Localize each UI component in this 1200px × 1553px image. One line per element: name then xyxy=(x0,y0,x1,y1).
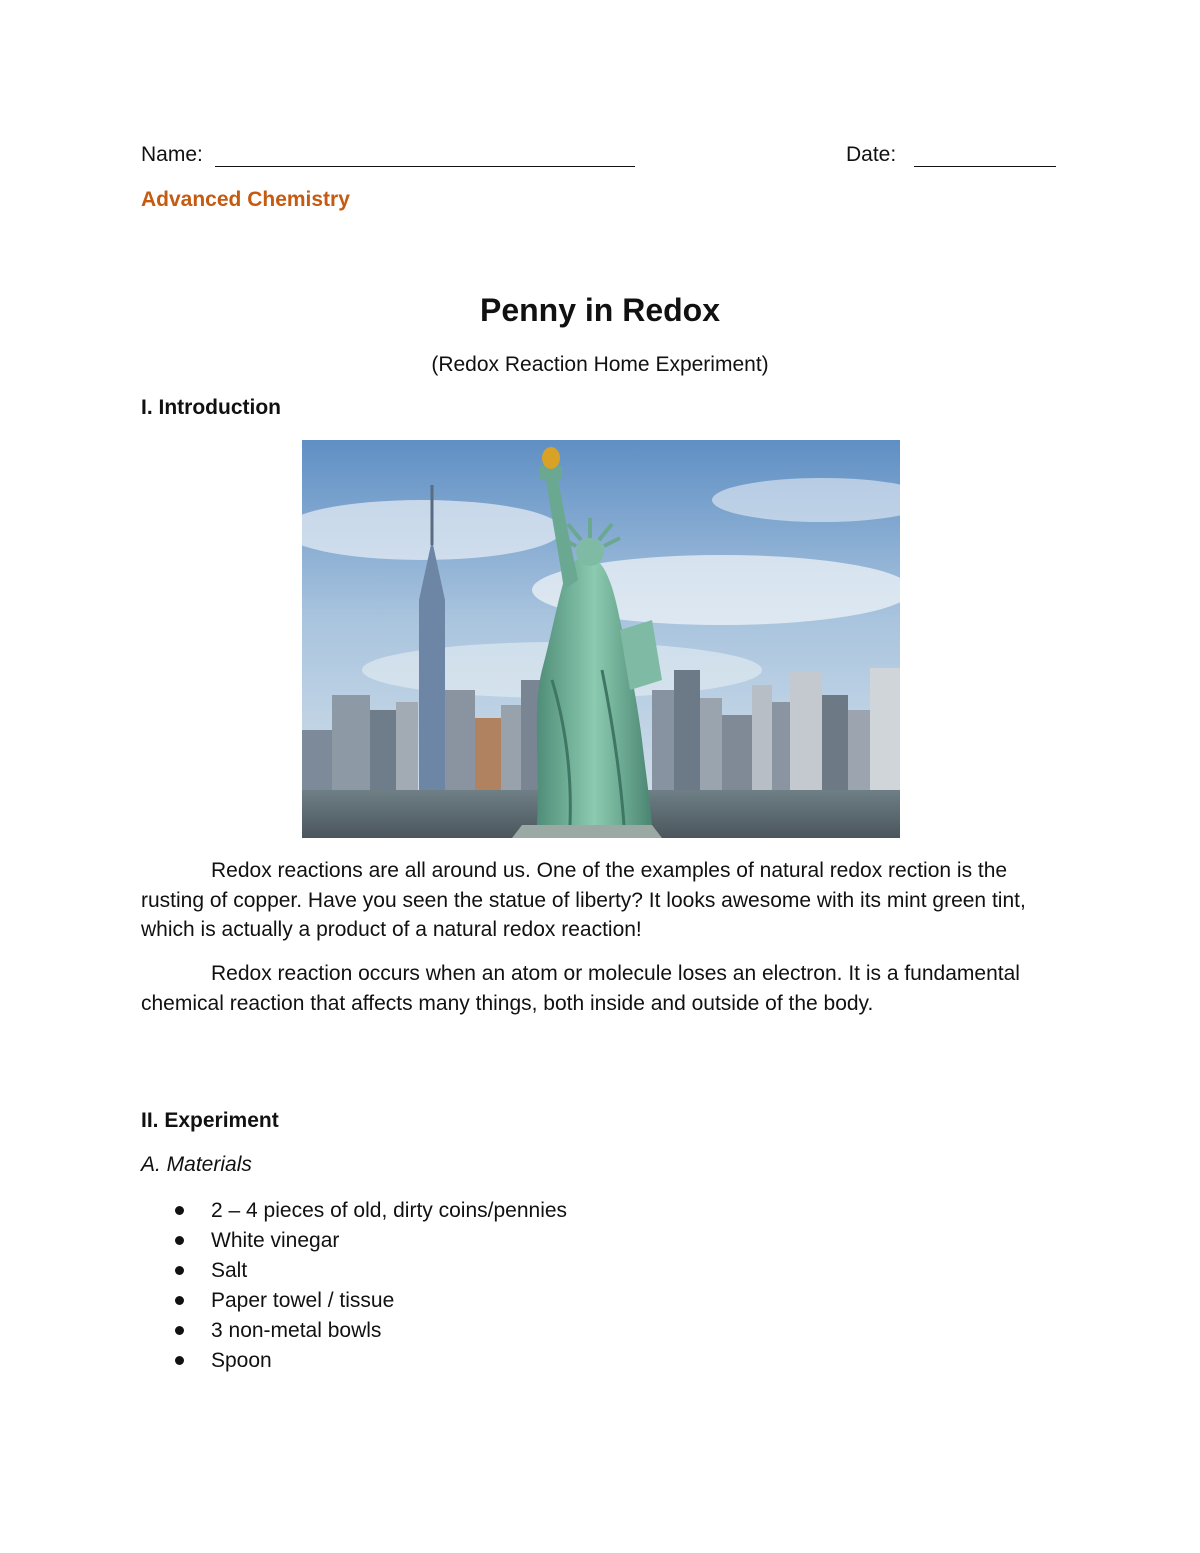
bullet-icon xyxy=(175,1236,184,1245)
list-item: Paper towel / tissue xyxy=(141,1288,567,1318)
intro-paragraph-1: Redox reactions are all around us. One of the examples of natural redox rection is the rusting of copper. Have you seen the statue of liberty? It looks awesome with its mint green tint, which is actually a product of a natural redox reaction! xyxy=(141,859,1026,941)
bullet-icon xyxy=(175,1296,184,1305)
name-blank-line[interactable] xyxy=(215,146,635,167)
date-blank-line[interactable] xyxy=(914,146,1056,167)
date-label: Date: xyxy=(846,143,897,166)
list-item: Spoon xyxy=(141,1348,567,1378)
section-experiment-heading: II. Experiment xyxy=(141,1109,279,1132)
list-item: White vinegar xyxy=(141,1228,567,1258)
name-label: Name: xyxy=(141,143,203,166)
list-item: 2 – 4 pieces of old, dirty coins/pennies xyxy=(141,1198,567,1228)
materials-subheading: A. Materials xyxy=(141,1153,252,1176)
list-item: 3 non-metal bowls xyxy=(141,1318,567,1348)
intro-paragraph-2: Redox reaction occurs when an atom or molecule loses an electron. It is a fundamental chemical reaction that affects many things, both inside and outside of the body. xyxy=(141,962,1020,1015)
page-title: Penny in Redox xyxy=(479,292,721,328)
date-field xyxy=(846,143,1056,167)
section-introduction-heading: I. Introduction xyxy=(141,396,281,419)
bullet-icon xyxy=(175,1326,184,1335)
bullet-icon xyxy=(175,1266,184,1275)
statue-of-liberty-photo xyxy=(302,440,900,838)
bullet-icon xyxy=(175,1206,184,1215)
list-item: Salt xyxy=(141,1258,567,1288)
name-field xyxy=(141,143,635,167)
materials-list xyxy=(141,1198,567,1378)
bullet-icon xyxy=(175,1356,184,1365)
page-subtitle: (Redox Reaction Home Experiment) xyxy=(431,353,769,376)
course-name: Advanced Chemistry xyxy=(141,188,350,211)
